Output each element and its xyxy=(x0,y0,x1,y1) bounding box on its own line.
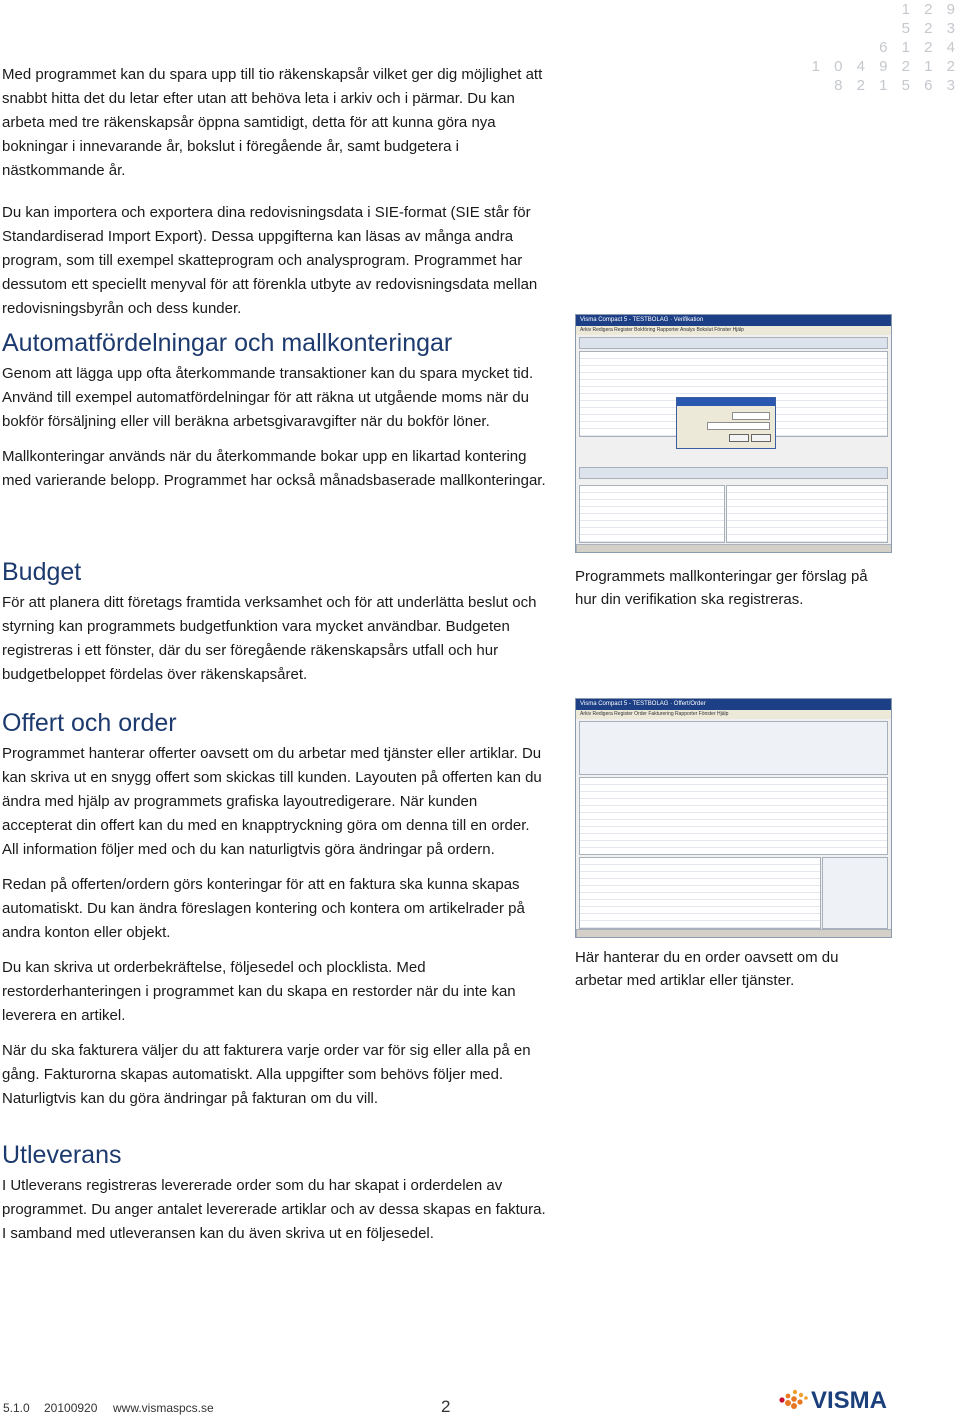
caption-verifikation: Programmets mallkonteringar ger förslag på hur din verifikation ska registreras. xyxy=(575,568,868,608)
visma-logo-text: VISMA xyxy=(811,1387,888,1413)
section-paragraph-2: Mallkonteringar används när du återkommande bokar upp en likartad kontering med varierande belopp. Programmet har också månadsbaserade mallkonteringar. xyxy=(2,448,546,489)
section-paragraph-1: Programmet hanterar offerter oavsett om du arbetar med tjänster eller artiklar. Du kan skriva ut en snygg offert som skickas till kunden. Layouten på offerten kan du ändra med hjälp av programmets grafiska layoutredigerare. När kunden accepterat din offert kan du med en knapptryckning göra om denna till en order. All information följer med och du kan naturligtvis göra ändringar på ordern. xyxy=(2,745,542,858)
screenshot-verifikation xyxy=(575,314,892,553)
section-paragraph-1: I Utleverans registreras levererade order som du har skapat i orderdelen av programmet. Du anger antalet levererade artiklar och av dessa skapas en faktura. I samband med utleveransen kan du även skriva ut en följesedel. xyxy=(2,1177,546,1242)
window-menubar: Arkiv Redigera Register Order Fakturering Rapporter Fönster Hjälp xyxy=(576,710,891,719)
footer-date: 20100920 xyxy=(44,1401,98,1415)
screenshot-offert-order xyxy=(575,698,892,938)
window-titlebar: Visma Compact 5 - TESTBOLAG · Offert/Order xyxy=(576,699,891,710)
totals-bar xyxy=(579,467,888,479)
section-budget xyxy=(2,557,547,687)
section-paragraph-4: När du ska fakturera väljer du att fakturera varje order var för sig eller alla på en gång. Fakturorna skapas automatiskt. Alla uppgifter som behövs följer med. Naturligtvis kan du göra ändringar på fakturan om du vill. xyxy=(2,1042,531,1107)
page-number: 2 xyxy=(441,1397,451,1416)
article-list xyxy=(579,857,821,929)
section-paragraph-3: Du kan skriva ut orderbekräftelse, följesedel och plocklista. Med restorderhanteringen i programmet kan du skapa en restorder när du inte kan leverera en artikel. xyxy=(2,959,516,1024)
visma-logo xyxy=(773,1379,895,1413)
decor-line-2: 5 2 3 xyxy=(901,20,960,37)
section-heading: Budget xyxy=(2,558,82,586)
decor-line-3: 6 1 2 4 xyxy=(879,39,960,56)
decor-line-5: 8 2 1 5 6 3 xyxy=(834,77,960,94)
order-header-form xyxy=(579,721,888,775)
section-offert-order xyxy=(2,708,547,1111)
decor-line-1: 1 2 9 xyxy=(901,1,960,18)
window-titlebar: Visma Compact 5 - TESTBOLAG · Verifikation xyxy=(576,315,891,326)
section-utleverans xyxy=(2,1140,547,1246)
decorative-numbers xyxy=(780,0,960,95)
section-heading: Automatfördelningar och mallkonteringar xyxy=(2,329,453,357)
form-header-bar xyxy=(579,337,888,349)
decor-line-4: 1 0 4 9 2 1 2 xyxy=(811,58,960,75)
dialog-titlebar xyxy=(677,398,775,406)
section-paragraph-1: Genom att lägga upp ofta återkommande transaktioner kan du spara mycket tid. Använd till exempel automatfördelningar för att räkna ut utgående moms när du bokför försäljning eller vill beräkna arbetsgivaravgifter när du bokför löner. xyxy=(2,365,534,430)
dialog-ok-button xyxy=(729,434,749,442)
section-heading: Utleverans xyxy=(2,1141,122,1169)
section-paragraph-2: Redan på offerten/ordern görs konteringar för att en faktura ska kunna skapas automatiskt. Du kan ändra föreslagen kontering och kontera om artikelrader på andra konton eller objekt. xyxy=(2,876,525,941)
dialog-window xyxy=(676,397,776,449)
account-list xyxy=(579,485,725,543)
status-bar xyxy=(576,544,892,553)
dialog-text-field xyxy=(707,422,770,430)
window-menubar: Arkiv Redigera Register Bokföring Rapporter Analys Bokslut Fönster Hjälp xyxy=(576,326,891,335)
intro-paragraph-1: Med programmet kan du spara upp till tio räkenskapsår vilket ger dig möjlighet att snabbt hitta det du letar efter utan att behöva leta i arkiv och i pärmar. Du kan arbeta med tre räkenskapsår öppna samtidigt, detta för att kunna göra nya bokningar i innevarande år, bokslut i föregående år, samt budgetera i nästkommande år. xyxy=(2,66,543,179)
dialog-cancel-button xyxy=(751,434,771,442)
footer-version: 5.1.0 xyxy=(3,1401,30,1415)
intro-paragraph-2: Du kan importera och exportera dina redovisningsdata i SIE-format (SIE står för Standardiserad Import Export). Dessa uppgifterna kan läsas av många andra program, som till exempel skatteprogram och analysprogram. Programmet har dessutom ett speciellt menyval för att förenkla utbyte av redovisningsdata mellan redovisningsbyrån och dess kunder. xyxy=(2,204,538,317)
footer-url[interactable]: www.vismaspcs.se xyxy=(113,1401,214,1415)
caption-offert-order: Här hanterar du en order oavsett om du arbetar med artiklar eller tjänster. xyxy=(575,949,839,989)
section-paragraph-1: För att planera ditt företags framtida verksamhet och för att underlätta beslut och styrning kan programmets budgetfunktion vara mycket användbar. Budgeten registreras i ett fönster, där du ser föregående räkenskapsårs utfall och hur budgetbeloppet fördelas över räkenskapsåret. xyxy=(2,594,537,683)
intro-section xyxy=(2,63,547,321)
visma-logo-icon xyxy=(773,1379,895,1413)
section-automatfordelningar xyxy=(2,328,547,493)
object-list xyxy=(726,485,888,543)
status-bar xyxy=(576,929,892,938)
order-rows-grid xyxy=(579,777,888,855)
section-heading: Offert och order xyxy=(2,709,177,737)
summary-panel xyxy=(822,857,888,929)
dialog-amount-field xyxy=(732,412,770,420)
